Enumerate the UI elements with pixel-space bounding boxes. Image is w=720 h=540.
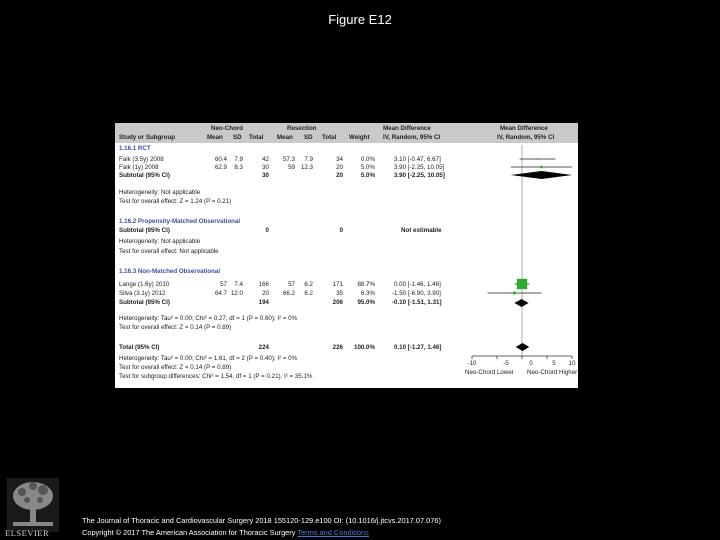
subtotal-n2: 0 (339, 227, 343, 234)
total-n1: 224 (258, 344, 269, 351)
header-study: Study or Subgroup (119, 134, 176, 141)
subtotal-n2: 206 (332, 299, 343, 306)
sd-a: 12.0 (230, 290, 243, 297)
total-weight: 100.0% (354, 344, 375, 351)
section-label: 1.16.1 RCT (119, 145, 151, 152)
header-sd-a: SD (233, 134, 242, 141)
total-a: 30 (262, 164, 269, 171)
axis-right-label: Neo-Chord Higher (527, 369, 578, 376)
mean-a: 60.4 (214, 156, 227, 163)
ci-value: -1.50 [-6.90, 3.90] (392, 290, 441, 297)
total-b: 35 (336, 290, 343, 297)
subtotal-ci: 3.90 [-2.25, 10.05] (394, 172, 445, 179)
header-md-col: Mean Difference (383, 125, 431, 132)
axis-tick-label: 0 (529, 360, 533, 367)
copyright-text: Copyright © 2017 The American Association for Thoracic Surgery (82, 528, 296, 537)
subtotal-n1: 194 (258, 299, 269, 306)
sd-a: 8.3 (234, 164, 243, 171)
study-point-marker (513, 292, 516, 295)
header-mean-b: Mean (277, 134, 293, 141)
subtotal-weight: 5.0% (360, 172, 375, 179)
heterogeneity-text: Heterogeneity: Not applicable (119, 238, 201, 245)
header-group-b: Resection (287, 125, 317, 132)
citation-text: The Journal of Thoracic and Cardiovascular Surgery 2018 155120-129.e100 OI: (10.1016/j.jtcvs.2017.07.076) (82, 516, 441, 525)
header-ci-plot: IV, Random, 95% CI (497, 134, 555, 141)
mean-a: 64.7 (214, 290, 227, 297)
overall-effect-text: Test for overall effect: Not applicable (119, 248, 219, 255)
forest-plot-graphics (115, 123, 578, 388)
subtotal-n2: 20 (336, 172, 343, 179)
weight: 88.7% (357, 281, 375, 288)
footer-overall-effect: Test for overall effect: Z = 0.14 (P = 0.89) (119, 364, 232, 371)
weight: 6.3% (360, 290, 375, 297)
footer-subgroup-test: Test for subgroup differences: Chi² = 1.54, df = 1 (P = 0.21), I² = 35.1% (119, 373, 313, 380)
ci-value: 3.10 [-0.47, 6.67] (394, 156, 441, 163)
pooled-diamond (514, 299, 528, 307)
header-md-plot: Mean Difference (500, 125, 548, 132)
mean-b: 57.3 (282, 156, 295, 163)
pooled-diamond (511, 171, 573, 179)
mean-a: 62.9 (214, 164, 227, 171)
subtotal-ci: Not estimable (401, 227, 442, 234)
mean-b: 59 (288, 164, 295, 171)
axis-tick-label: 10 (568, 360, 576, 367)
sd-b: 6.2 (304, 290, 313, 297)
ci-value: 0.00 [-1.46, 1.46] (394, 281, 441, 288)
total-n2: 226 (332, 344, 343, 351)
ci-value: 3.90 [-2.25, 10.05] (394, 164, 445, 171)
study-point-marker (537, 158, 539, 160)
heterogeneity-text: Heterogeneity: Tau² = 0.00; Chi² = 0.27, df = 1 (P = 0.60); I² = 0% (119, 315, 298, 322)
axis-left-label: Neo-Chord Lower (465, 369, 514, 376)
total-b: 34 (336, 156, 343, 163)
total-b: 20 (336, 164, 343, 171)
total-a: 42 (262, 156, 269, 163)
sd-b: 7.9 (304, 156, 313, 163)
mean-b: 57 (288, 281, 295, 288)
footer-heterogeneity: Heterogeneity: Tau² = 0.00; Chi² = 1.61, df = 2 (P = 0.40); I² = 0% (119, 355, 298, 362)
header-group-a: Neo-Chord (211, 125, 243, 132)
study-point-marker (517, 279, 527, 289)
terms-link[interactable]: Terms and Conditions (297, 528, 369, 537)
header-sd-b: SD (304, 134, 313, 141)
section-label: 1.16.3 Non-Matched Observational (119, 268, 221, 275)
total-a: 166 (258, 281, 269, 288)
subtotal-label: Subtotal (95% CI) (119, 227, 170, 234)
subtotal-label: Subtotal (95% CI) (119, 299, 170, 306)
subtotal-weight: 95.0% (357, 299, 375, 306)
subtotal-n1: 30 (262, 172, 269, 179)
axis-tick-label: -5 (503, 360, 509, 367)
subtotal-label: Subtotal (95% CI) (119, 172, 170, 179)
total-a: 20 (262, 290, 269, 297)
axis-tick-label: -10 (467, 360, 477, 367)
header-weight: Weight (349, 134, 370, 141)
header-mean-a: Mean (207, 134, 223, 141)
overall-effect-text: Test for overall effect: Z = 0.14 (P = 0.89) (119, 324, 232, 331)
heterogeneity-text: Heterogeneity: Not applicable (119, 189, 201, 196)
weight: 5.0% (360, 164, 375, 171)
publisher-name: ELSEVIER (5, 528, 50, 538)
study-name: Falk (1y) 2008 (119, 164, 159, 171)
weight: 0.0% (360, 156, 375, 163)
total-ci: 0.10 [-1.27, 1.46] (394, 344, 442, 351)
subtotal-n1: 0 (265, 227, 269, 234)
elsevier-tree-logo (7, 478, 59, 532)
sd-a: 7.9 (234, 156, 243, 163)
overall-effect-text: Test for overall effect: Z = 1.24 (P = 0.21) (119, 198, 232, 205)
header-total-b: Total (322, 134, 337, 141)
study-name: Falk (3.5y) 2008 (119, 156, 164, 163)
mean-b: 66.2 (282, 290, 295, 297)
sd-a: 7.4 (234, 281, 243, 288)
total-label: Total (95% CI) (119, 344, 160, 351)
sd-b: 6.2 (304, 281, 313, 288)
forest-plot-figure (115, 123, 578, 388)
sd-b: 12.3 (300, 164, 313, 171)
study-name: Silva (3.1y) 2012 (119, 290, 166, 297)
total-b: 171 (332, 281, 343, 288)
subtotal-ci: -0.10 [-1.51, 1.31] (392, 299, 442, 306)
axis-tick-label: 5 (552, 360, 556, 367)
header-ci: IV, Random, 95% CI (383, 134, 441, 141)
study-name: Lange (1.6y) 2010 (119, 281, 170, 288)
section-label: 1.16.2 Propensity-Matched Observational (119, 218, 241, 225)
pooled-diamond (516, 343, 530, 351)
figure-title: Figure E12 (328, 12, 392, 27)
mean-a: 57 (220, 281, 227, 288)
header-total-a: Total (249, 134, 264, 141)
study-point-marker (540, 166, 542, 168)
copyright-line (82, 528, 369, 537)
